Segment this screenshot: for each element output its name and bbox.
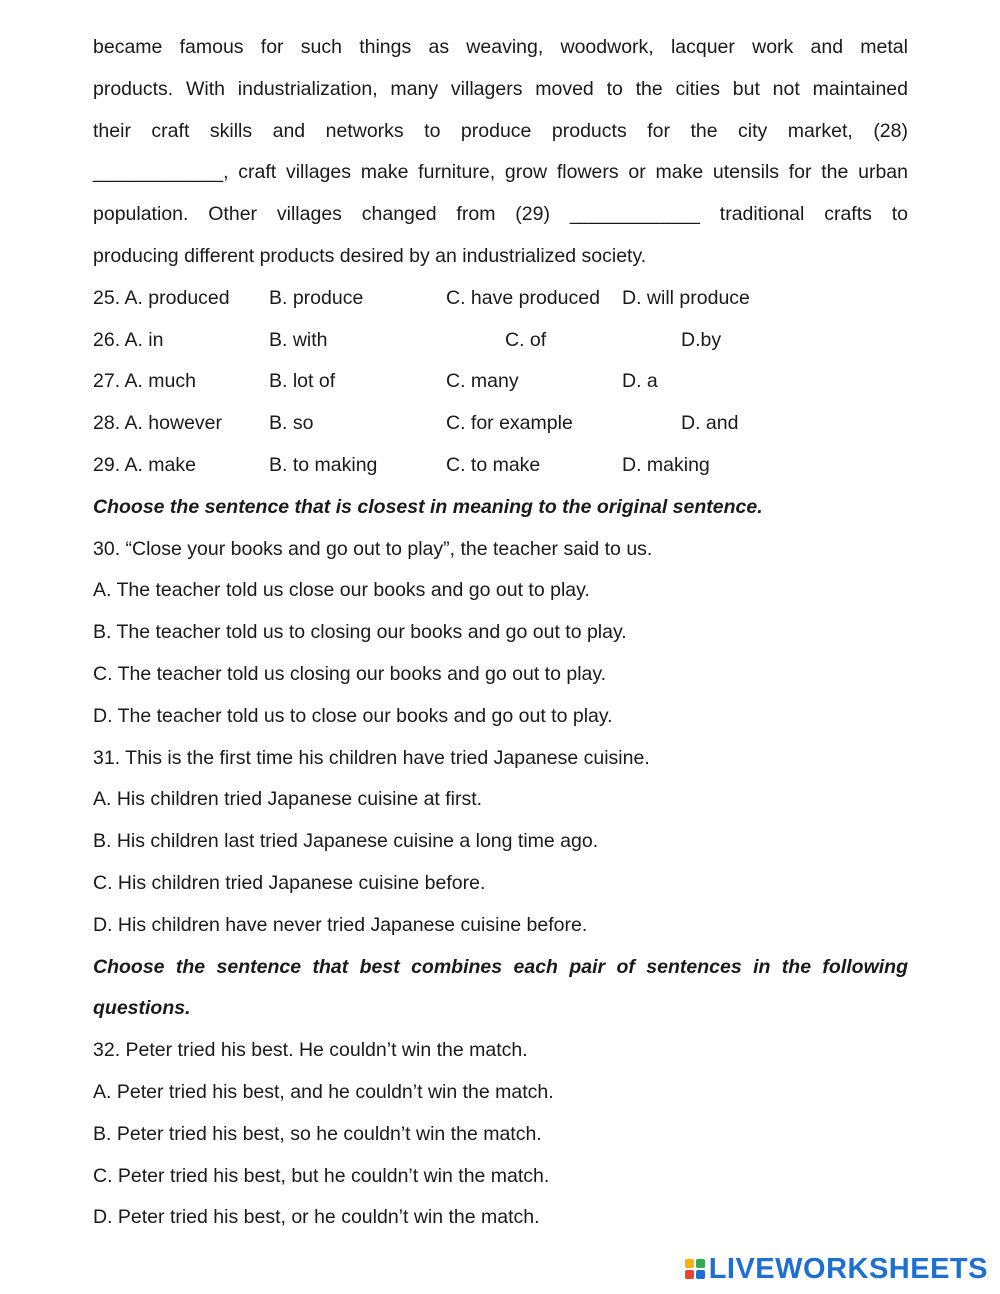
options-table — [93, 278, 908, 487]
logo-tiles-icon — [685, 1259, 705, 1279]
answer-option-c: C. His children tried Japanese cuisine before. — [93, 871, 486, 894]
liveworksheets-logo — [685, 1254, 988, 1284]
passage-line: ____________, craft villages make furniture, grow flowers or make utensils for the urban — [93, 161, 908, 184]
logo-tile — [696, 1259, 705, 1268]
option-c: C. have produced — [446, 286, 600, 309]
section-heading-closest-meaning: Choose the sentence that is closest in meaning to the original sentence. — [93, 495, 763, 518]
question-stem: 31. This is the first time his children have tried Japanese cuisine. — [93, 746, 650, 769]
passage-line: producing different products desired by an industrialized society. — [93, 244, 647, 267]
logo-tile — [685, 1259, 694, 1268]
answer-option-a: A. His children tried Japanese cuisine at first. — [93, 788, 483, 811]
option-a: 26. A. in — [93, 328, 164, 351]
worksheet-page — [93, 27, 908, 1239]
heading-line: Choose the sentence that best combines each pair of sentences in the following — [93, 955, 908, 978]
option-c: C. of — [505, 328, 547, 351]
answer-option-d: D. His children have never tried Japanese cuisine before. — [93, 913, 588, 936]
question-stem: 32. Peter tried his best. He couldn’t win the match. — [93, 1039, 528, 1062]
heading-line: questions. — [93, 997, 191, 1020]
passage-line: their craft skills and networks to produce products for the city market, (28) — [93, 119, 908, 142]
option-a: 27. A. much — [93, 370, 196, 393]
logo-tile — [685, 1270, 694, 1279]
option-d: D. will produce — [622, 286, 750, 309]
answer-option-d: D. Peter tried his best, or he couldn’t win the match. — [93, 1206, 540, 1229]
passage-line: became famous for such things as weaving, woodwork, lacquer work and metal — [93, 36, 908, 58]
section-heading-combine-sentences — [93, 947, 908, 1031]
option-c: C. for example — [446, 412, 573, 435]
option-b: B. produce — [269, 286, 364, 309]
option-a: 25. A. produced — [93, 286, 230, 309]
answer-option-b: B. Peter tried his best, so he couldn’t win the match. — [93, 1122, 542, 1145]
options-row-27 — [93, 361, 908, 403]
question-32 — [93, 1030, 908, 1239]
option-b: B. with — [269, 328, 328, 351]
answer-option-d: D. The teacher told us to close our books and go out to play. — [93, 704, 613, 727]
question-30 — [93, 529, 908, 738]
options-row-26 — [93, 320, 908, 362]
option-b: B. lot of — [269, 370, 336, 393]
answer-option-b: B. His children last tried Japanese cuisine a long time ago. — [93, 830, 599, 853]
option-a: 29. A. make — [93, 453, 196, 476]
question-31 — [93, 738, 908, 947]
passage-line: population. Other villages changed from (29) ____________ traditional crafts to — [93, 203, 908, 226]
option-c: C. many — [446, 370, 519, 393]
answer-option-c: C. Peter tried his best, but he couldn’t win the match. — [93, 1164, 550, 1187]
option-d: D. a — [622, 370, 658, 393]
answer-option-b: B. The teacher told us to closing our books and go out to play. — [93, 621, 627, 644]
answer-option-c: C. The teacher told us closing our books and go out to play. — [93, 662, 607, 685]
logo-tile — [696, 1270, 705, 1279]
option-b: B. to making — [269, 453, 378, 476]
question-stem: 30. “Close your books and go out to play”, the teacher said to us. — [93, 537, 653, 560]
option-d: D. making — [622, 453, 710, 476]
reading-passage — [93, 27, 908, 278]
options-row-25 — [93, 278, 908, 320]
option-d: D.by — [681, 328, 722, 351]
options-row-29 — [93, 445, 908, 487]
logo-text: LIVEWORKSHEETS — [708, 1252, 988, 1285]
passage-line: products. With industrialization, many villagers moved to the cities but not maintained — [93, 77, 908, 100]
answer-option-a: A. Peter tried his best, and he couldn’t win the match. — [93, 1080, 554, 1103]
answer-option-a: A. The teacher told us close our books and go out to play. — [93, 579, 590, 602]
option-b: B. so — [269, 412, 314, 435]
option-d: D. and — [681, 412, 739, 435]
options-row-28 — [93, 403, 908, 445]
option-a: 28. A. however — [93, 412, 222, 435]
option-c: C. to make — [446, 453, 541, 476]
